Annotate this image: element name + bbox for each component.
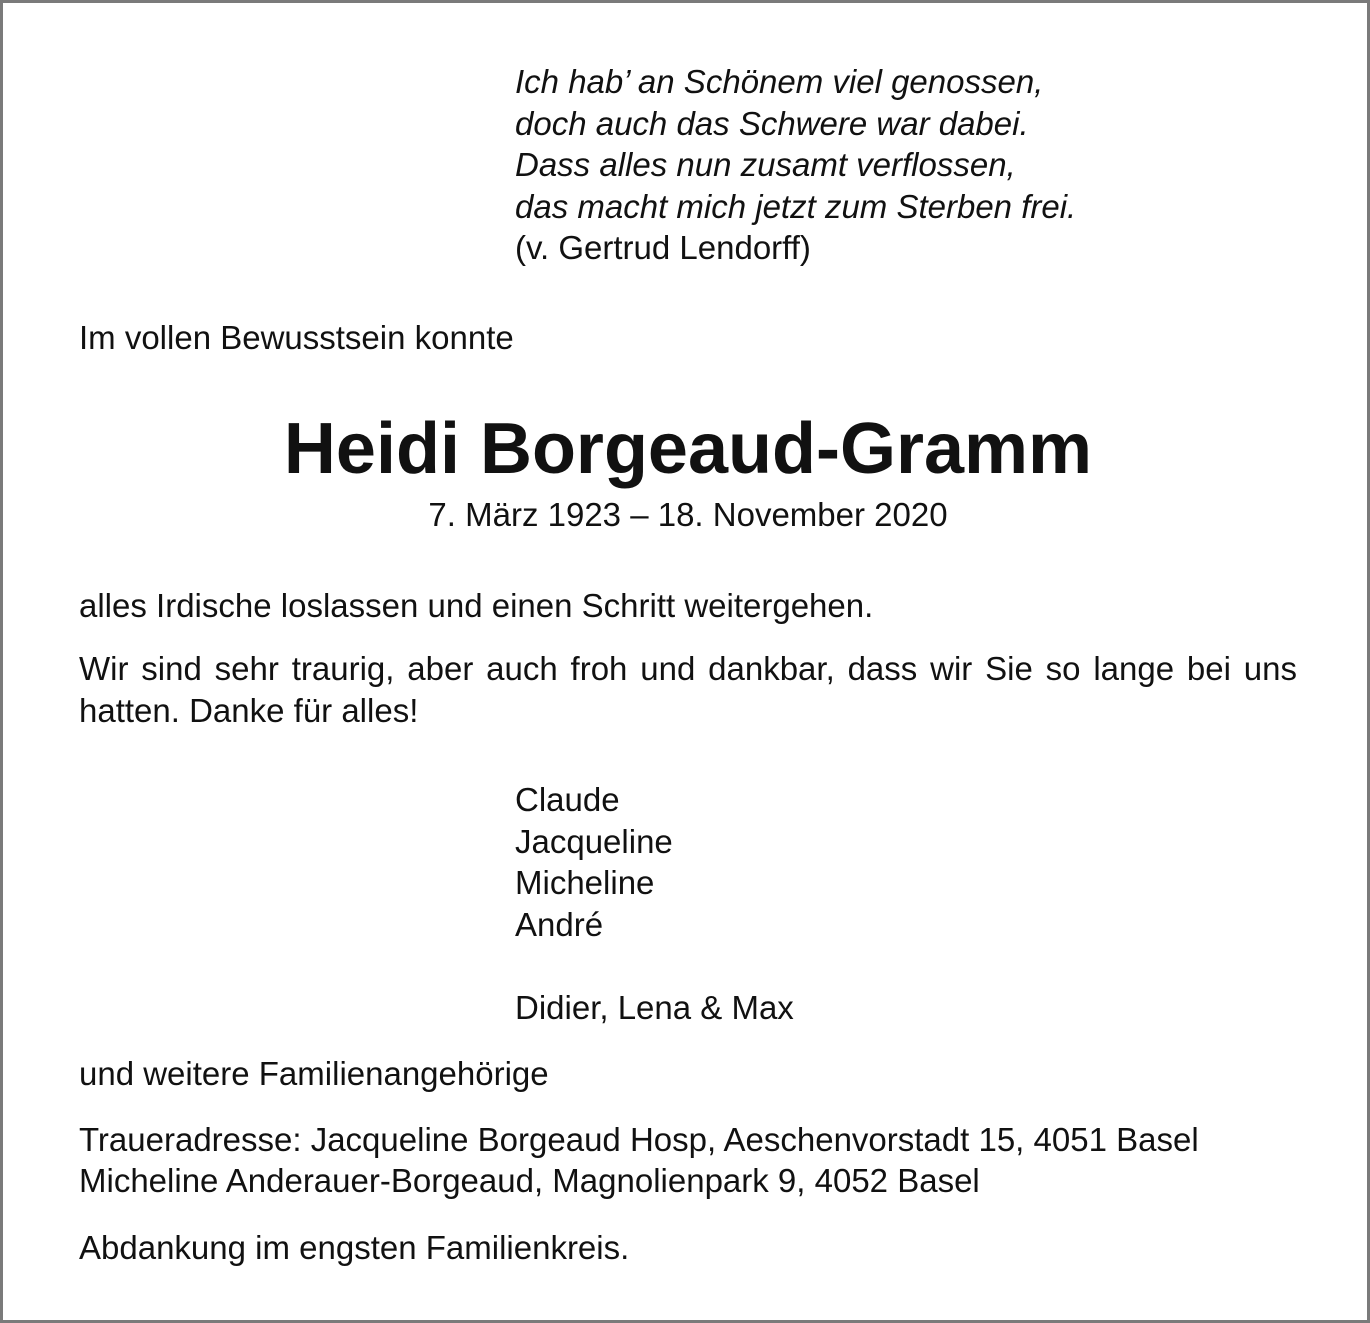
signer-name: Micheline (515, 864, 655, 901)
message-paragraph: Wir sind sehr traurig, aber auch froh und dankbar, dass wir Sie so lange bei uns hatten. Danke für alles! (79, 650, 1297, 729)
mourning-address-line: Micheline Anderauer-Borgeaud, Magnolienpark 9, 4052 Basel (79, 1162, 980, 1199)
mourning-address-line: Traueradresse: Jacqueline Borgeaud Hosp, Aeschenvorstadt 15, 4051 Basel (79, 1121, 1199, 1158)
life-dates: 7. März 1923 – 18. November 2020 (428, 496, 948, 533)
signer-grandchildren: Didier, Lena & Max (515, 988, 794, 1026)
text-after-name: alles Irdische loslassen und einen Schritt weitergehen. (79, 587, 874, 624)
signer-name: Jacqueline (515, 822, 673, 860)
poem-line: doch auch das Schwere war dabei. (515, 104, 1029, 142)
deceased-name: Heidi Borgeaud-Gramm (283, 409, 1093, 489)
signers-list (515, 779, 794, 1028)
poem-line: das macht mich jetzt zum Sterben frei. (515, 187, 1077, 225)
poem-line: Dass alles nun zusamt verflossen, (515, 146, 1016, 183)
intro-text: Im vollen Bewusstsein konnte (79, 319, 514, 356)
poem-line: Ich hab’ an Schönem viel genossen, (515, 63, 1044, 100)
ceremony-text: Abdankung im engsten Familienkreis. (79, 1229, 630, 1266)
poem (515, 61, 1076, 269)
signer-name: Claude (515, 781, 620, 818)
poem-attribution: (v. Gertrud Lendorff) (515, 229, 811, 266)
signers-spacer (515, 945, 794, 987)
extended-family-text: und weitere Familienangehörige (79, 1055, 549, 1092)
signer-name: André (515, 905, 604, 943)
